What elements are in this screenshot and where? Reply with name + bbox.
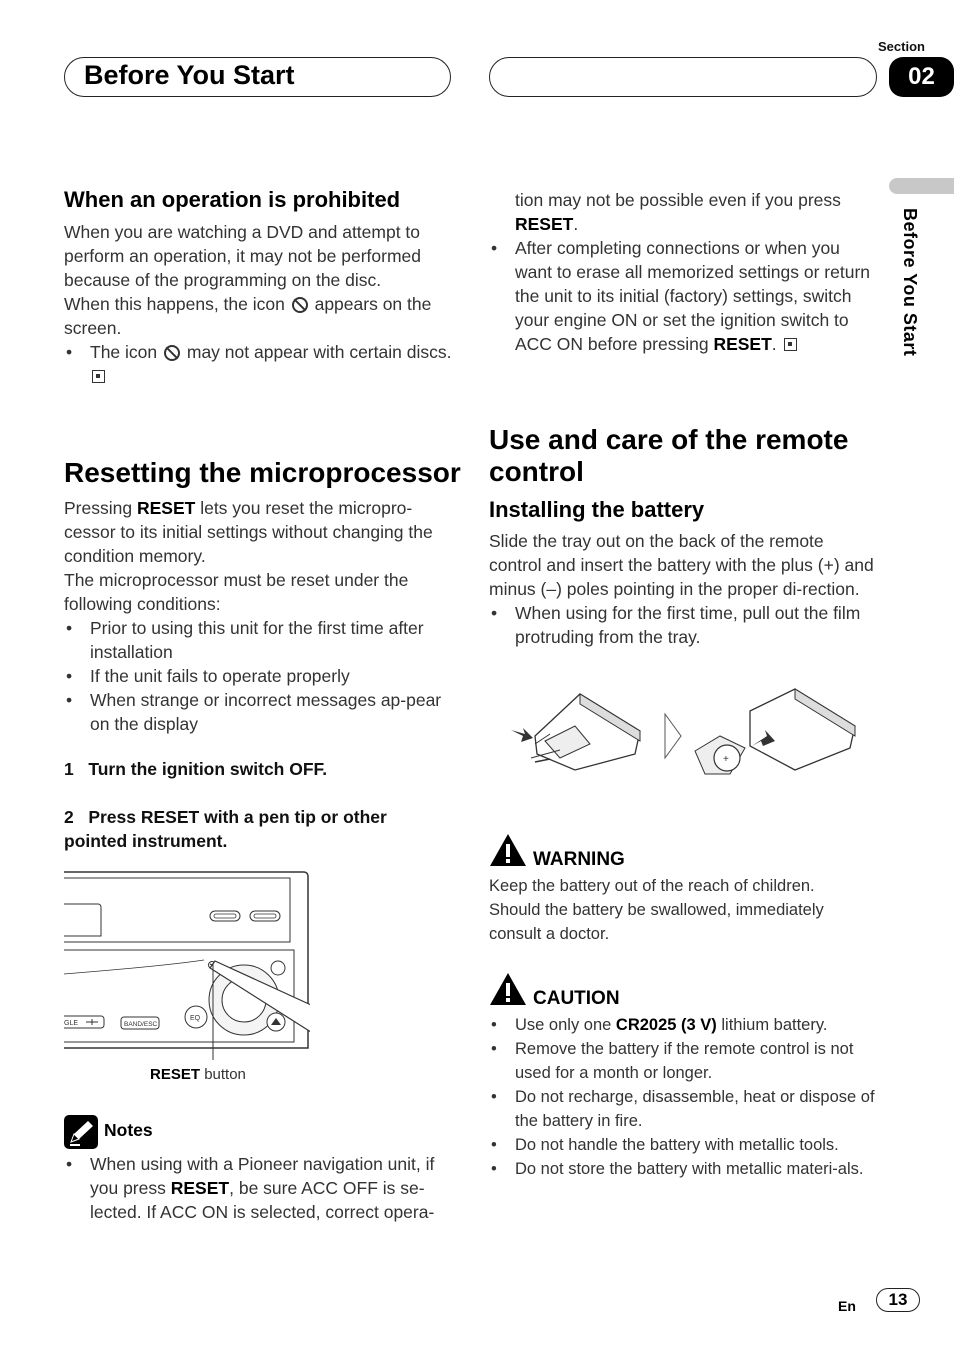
list-item: • Do not handle the battery with metallic tools. [489,1133,881,1157]
resetting-heading: Resetting the microprocessor [64,457,461,488]
end-mark-icon [92,370,105,383]
list-item: • Remove the battery if the remote control is not used for a month or longer. [489,1037,881,1085]
svg-text:+: + [723,754,729,765]
list-item: • Do not store the battery with metallic materi-als. [489,1157,881,1181]
list-item: • When using for the first time, pull out the film protruding from the tray. [489,601,879,649]
header-blank-box [489,57,877,97]
end-mark-icon [784,338,797,351]
section-label: Section [878,39,925,54]
page-header-title: Before You Start [84,60,295,90]
prohibited-para: When you are watching a DVD and attempt to perform an operation, it may not be performed because of the programming on the disc. [64,222,421,290]
prohibited-icon [292,297,308,313]
list-item: • Do not recharge, disassemble, heat or dispose of the battery in fire. [489,1085,881,1133]
prohibited-body: When you are watching a DVD and attempt to perform an operation, it may not be performed because of the programming on the disc. When this happens, the icon appears on the screen. • The icon may not appear with certain discs. [64,220,454,388]
list-item: • When using with a Pioneer navigation unit, if you press RESET, be sure ACC OFF is se-lected. If ACC ON is selected, correct opera- [64,1152,449,1224]
step-2: 2 Press RESET with a pen tip or other pointed instrument. [64,807,387,851]
prohibited-heading: When an operation is prohibited [64,187,401,212]
list-item: • After completing connections or when you want to erase all memorized settings or return the unit to its initial (factory) settings, switch your engine ON or set the ignition switch to ACC ON before pressing RESET. [489,236,879,356]
notes-list-right [489,188,879,356]
list-item: • Use only one CR2025 (3 V) lithium battery. [489,1013,881,1037]
prohibited-icon [164,345,180,361]
battery-subheading: Installing the battery [489,497,705,522]
battery-body: Slide the tray out on the back of the remote control and insert the battery with the plus (+) and minus (–) poles pointing in the proper di-rection. • When using for the first time, pull out the film protruding from the tray. [489,529,879,649]
warning-text: Keep the battery out of the reach of children. Should the battery be swallowed, immediately consult a doctor. [489,877,824,943]
list-item: • When strange or incorrect messages ap-pear on the display [64,688,449,736]
step-1: 1 Turn the ignition switch OFF. [64,759,328,779]
section-number-badge: 02 [889,57,954,97]
figure-caption: RESET button [150,1066,246,1083]
side-tab-label: Before You Start [900,208,920,357]
notes-list-left [64,1152,449,1224]
gle-button-label: GLE [64,1020,79,1027]
page-number: 13 [876,1288,920,1312]
caution-title: CAUTION [533,988,620,1009]
list-item: • The icon may not appear with certain discs. [64,340,454,388]
resetting-body: Pressing RESET lets you reset the micropro-cessor to its initial settings without changing the condition memory. The microprocessor must be reset under the following conditions: • Prior to using this unit for the first time after installation • If the unit fails to operate properly • When strange or incorrect messages ap-pear on the display [64,496,449,736]
notes-icon [64,1115,98,1149]
band-esc-button-label: BAND/ESC [124,1021,158,1028]
caution-icon [489,972,527,1006]
caution-list [489,1013,881,1181]
footer-language: En [838,1298,856,1314]
notes-title: Notes [104,1120,153,1140]
reset-button-illustration [64,870,310,1060]
notes-continuation: tion may not be possible even if you press RESET. [515,190,841,234]
warning-icon [489,833,527,867]
eq-button-label: EQ [190,1015,201,1022]
remote-heading: Use and care of the remote control [489,424,849,487]
battery-install-illustration [505,686,860,782]
side-tab-marker [889,178,954,194]
list-item: • If the unit fails to operate properly [64,664,449,688]
warning-title: WARNING [533,849,625,870]
list-item: • Prior to using this unit for the first time after installation [64,616,449,664]
